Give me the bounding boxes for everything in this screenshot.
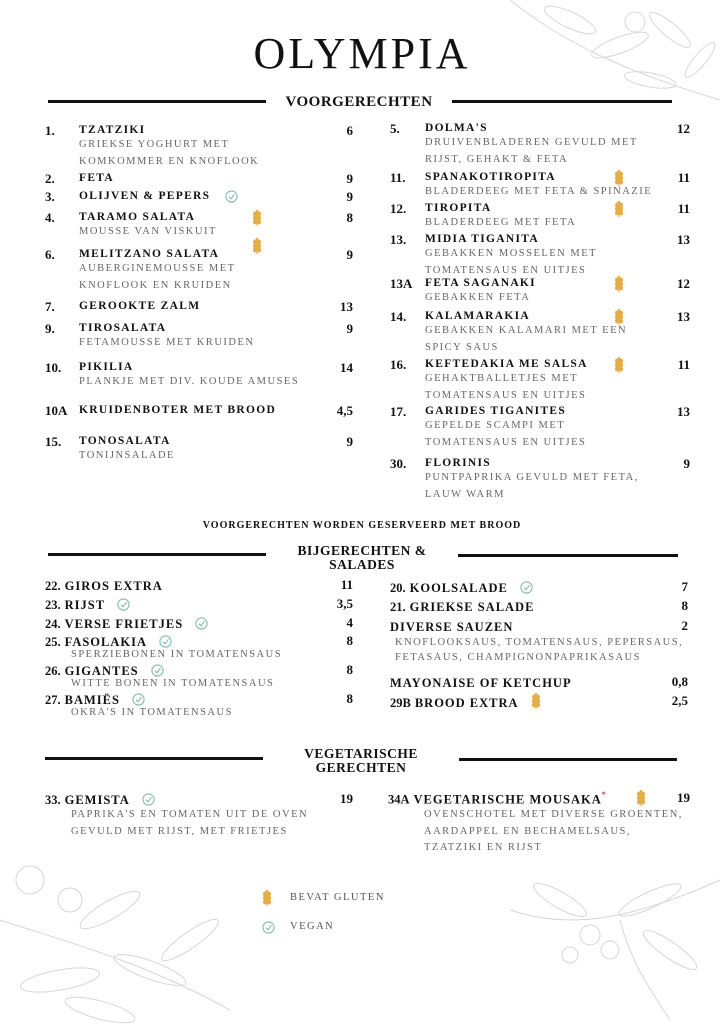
item-description: DRUIVENBLADEREN GEVULD MET	[425, 137, 638, 148]
item-description: SPERZIEBONEN IN TOMATENSAUS	[71, 649, 283, 660]
item-name: TZATZIKI	[79, 124, 146, 136]
vegan-icon	[225, 190, 237, 206]
item-price: 13	[677, 232, 690, 247]
section-heading-line: VEGETARISCHE	[304, 746, 418, 761]
menu-item	[390, 357, 690, 401]
legend-gluten-label: BEVAT GLUTEN	[290, 892, 385, 903]
item-name: TIROPITA	[425, 202, 492, 214]
item-price: 3,5	[336, 596, 353, 611]
legend-vegan-label: VEGAN	[290, 921, 335, 932]
olive-branch-decoration-bottom-left	[0, 860, 260, 1024]
item-description: KNOFLOOK EN KRUIDEN	[79, 279, 232, 291]
item-name: SPANAKOTIROPITA	[425, 171, 556, 183]
menu-item	[45, 633, 353, 660]
item-name: GIROS EXTRA	[64, 579, 163, 593]
item-price: 8	[346, 633, 353, 648]
menu-item	[390, 693, 688, 709]
item-description: GEBAKKEN MOSSELEN MET	[425, 248, 598, 259]
item-price: 12	[677, 121, 690, 136]
item-title	[390, 598, 534, 616]
item-price: 12	[677, 276, 690, 291]
gluten-icon	[614, 357, 626, 373]
item-description: PLANKJE MET DIV. KOUDE AMUSES	[79, 376, 300, 387]
section-heading-line: GERECHTEN	[315, 760, 407, 775]
menu-item	[390, 121, 690, 165]
item-name: GRIEKSE SALADE	[409, 600, 535, 614]
item-price: 2,5	[671, 693, 688, 708]
item-number: 24.	[45, 617, 61, 631]
item-name: TIROSALATA	[79, 322, 167, 334]
item-number: 30.	[390, 456, 407, 471]
menu-item	[390, 201, 690, 228]
item-description: TONIJNSALADE	[79, 450, 175, 461]
gluten-icon	[262, 890, 274, 906]
item-number: 3.	[45, 189, 55, 204]
menu-item	[45, 210, 353, 237]
menu-item	[45, 615, 353, 631]
item-description: MOUSSE VAN VISKUIT	[79, 226, 217, 237]
item-price: 4,5	[336, 403, 353, 418]
menu-item	[45, 791, 353, 837]
item-name: DOLMA'S	[425, 122, 488, 134]
item-price: 9	[346, 321, 353, 336]
item-price: 19	[677, 790, 690, 805]
item-number: 7.	[45, 299, 55, 314]
asterisk-marker: *	[601, 790, 606, 799]
menu-item	[390, 456, 690, 500]
item-price: 0,8	[671, 674, 688, 689]
item-price: 11	[677, 170, 690, 185]
item-description: WITTE BONEN IN TOMATENSAUS	[71, 678, 275, 689]
gluten-icon	[614, 276, 626, 292]
item-name: OLIJVEN & PEPERS	[79, 190, 211, 202]
menu-item	[45, 247, 353, 291]
item-description: KNOFLOOKSAUS, TOMATENSAUS, PEPERSAUS,	[395, 637, 684, 648]
item-description: PAPRIKA'S EN TOMATEN UIT DE OVEN	[71, 809, 309, 820]
item-name: DIVERSE SAUZEN	[390, 620, 514, 634]
item-price: 9	[346, 247, 353, 262]
item-name: KOOLSALADE	[409, 581, 508, 595]
gluten-icon	[531, 693, 541, 714]
item-name: RIJST	[64, 598, 106, 612]
item-description: KOMKOMMER EN KNOFLOOK	[79, 155, 260, 167]
item-description: LAUW WARM	[425, 488, 505, 500]
menu-item	[390, 309, 690, 353]
item-price: 8	[346, 691, 353, 706]
item-description: TOMATENSAUS EN UITJES	[425, 389, 587, 401]
item-price: 8	[346, 662, 353, 677]
divider	[458, 554, 678, 557]
item-number: 15.	[45, 434, 62, 449]
item-description: GRIEKSE YOGHURT MET	[79, 139, 230, 150]
menu-item	[45, 123, 353, 167]
menu-item	[45, 189, 353, 205]
item-number: 12.	[390, 201, 407, 216]
item-name: VEGETARISCHE MOUSAKA	[413, 792, 602, 807]
item-description: OVENSCHOTEL MET DIVERSE GROENTEN,	[424, 809, 683, 820]
item-name: MIDIA TIGANITA	[425, 233, 539, 245]
item-number: 1.	[45, 123, 55, 138]
item-name: FASOLAKIA	[64, 635, 148, 649]
menu-item	[45, 171, 353, 187]
item-number: 17.	[390, 404, 407, 419]
menu-item	[45, 299, 353, 315]
item-number: 13A	[390, 276, 413, 291]
section-heading-bijgerechten	[266, 544, 458, 572]
item-number: 13.	[390, 232, 407, 247]
item-description: SPICY SAUS	[425, 341, 499, 353]
item-number: 34A	[388, 792, 410, 807]
item-price: 13	[340, 299, 353, 314]
item-number: 10A	[45, 403, 68, 418]
item-price: 11	[340, 577, 353, 592]
item-price: 6	[346, 123, 353, 138]
vegan-icon	[520, 581, 533, 599]
menu-item	[45, 596, 353, 612]
item-description: GEVULD MET RIJST, MET FRIETJES	[71, 826, 288, 837]
item-title	[45, 615, 208, 635]
item-number: 4.	[45, 210, 55, 225]
item-description: FETASAUS, CHAMPIGNONPAPRIKASAUS	[395, 652, 641, 663]
item-number: 10.	[45, 360, 62, 375]
item-name: PIKILIA	[79, 361, 134, 373]
item-price: 2	[681, 618, 688, 633]
item-price: 9	[346, 434, 353, 449]
menu-item	[45, 577, 353, 593]
vegan-icon	[117, 598, 130, 616]
item-number: 2.	[45, 171, 55, 186]
item-title	[45, 791, 155, 811]
item-title	[390, 618, 513, 636]
item-number: 27.	[45, 693, 61, 707]
menu-item	[390, 674, 688, 690]
menu-item	[390, 579, 688, 595]
item-description: BLADERDEEG MET FETA & SPINAZIE	[425, 186, 653, 197]
gluten-icon	[614, 170, 626, 186]
item-name: FETA	[79, 172, 115, 184]
vegan-icon	[262, 921, 274, 937]
item-title	[45, 596, 130, 616]
section-heading-line: BIJGERECHTEN &	[297, 543, 427, 558]
item-price: 13	[677, 404, 690, 419]
item-name: KALAMARAKIA	[425, 310, 531, 322]
item-name: GEROOKTE ZALM	[79, 300, 201, 312]
item-number: 29B	[390, 696, 411, 710]
menu-item	[45, 691, 353, 718]
item-name: KRUIDENBOTER MET BROOD	[79, 404, 277, 416]
divider	[459, 758, 677, 761]
item-name: GEMISTA	[64, 793, 130, 807]
item-description: AARDAPPEL EN BECHAMELSAUS,	[424, 825, 631, 837]
item-name: GIGANTES	[64, 664, 139, 678]
item-description: TOMATENSAUS EN UITJES	[425, 264, 587, 276]
item-number: 26.	[45, 664, 61, 678]
section-heading-voorgerechten: VOORGERECHTEN	[285, 94, 433, 110]
item-price: 11	[677, 357, 690, 372]
item-description: GEPELDE SCAMPI MET	[425, 420, 566, 431]
item-price: 9	[346, 189, 353, 204]
menu-item	[45, 321, 353, 348]
item-description: FETAMOUSSE MET KRUIDEN	[79, 337, 255, 348]
section-heading-line: SALADES	[329, 557, 395, 572]
item-description: GEHAKTBALLETJES MET	[425, 373, 579, 384]
item-number: 22.	[45, 579, 61, 593]
item-description: OKRA'S IN TOMATENSAUS	[71, 707, 233, 718]
item-number: 11.	[390, 170, 406, 185]
item-description: RIJST, GEHAKT & FETA	[425, 153, 569, 165]
menu-item	[390, 276, 690, 303]
item-price: 11	[677, 201, 690, 216]
item-name: BAMIËS	[64, 693, 120, 707]
gluten-icon	[252, 210, 264, 226]
item-title	[390, 579, 533, 599]
item-number: 16.	[390, 357, 407, 372]
section-heading-vegetarisch	[263, 747, 459, 775]
item-price: 4	[346, 615, 353, 630]
item-number: 20.	[390, 581, 406, 595]
gluten-icon	[252, 238, 264, 254]
item-number: 5.	[390, 121, 400, 136]
divider	[48, 100, 266, 103]
olive-branch-decoration-bottom-right	[500, 860, 724, 1024]
item-name: MAYONAISE OF KETCHUP	[390, 676, 572, 690]
gluten-icon	[614, 201, 626, 217]
item-title	[390, 674, 572, 692]
item-description: GEBAKKEN KALAMARI MET EEN	[425, 325, 628, 336]
menu-item	[390, 598, 688, 614]
item-description: TZATZIKI EN RIJST	[424, 842, 543, 853]
item-name: FETA SAGANAKI	[425, 277, 536, 289]
item-number: 23.	[45, 598, 61, 612]
divider	[452, 100, 672, 103]
item-name: MELITZANO SALATA	[79, 248, 220, 260]
divider	[45, 757, 263, 760]
item-description: GEBAKKEN FETA	[425, 292, 531, 303]
item-name: TARAMO SALATA	[79, 211, 196, 223]
menu-item	[390, 232, 690, 276]
bread-note: VOORGERECHTEN WORDEN GESERVEERD MET BROOD	[202, 520, 522, 531]
item-number: 25.	[45, 635, 61, 649]
restaurant-title: OLYMPIA	[253, 29, 471, 78]
item-title	[388, 790, 606, 808]
item-description: BLADERDEEG MET FETA	[425, 217, 577, 228]
menu-item	[390, 404, 690, 448]
item-price: 8	[681, 598, 688, 613]
item-number: 21.	[390, 600, 406, 614]
item-title	[390, 693, 541, 714]
menu-item	[45, 403, 353, 419]
menu-item	[45, 360, 353, 387]
item-number: 33.	[45, 793, 61, 807]
menu-item	[390, 170, 690, 197]
divider	[48, 553, 266, 556]
item-name: VERSE FRIETJES	[64, 617, 184, 631]
item-number: 6.	[45, 247, 55, 262]
item-name: BROOD EXTRA	[414, 696, 519, 710]
item-description: TOMATENSAUS EN UITJES	[425, 436, 587, 448]
item-price: 14	[340, 360, 353, 375]
item-name: KEFTEDAKIA ME SALSA	[425, 358, 588, 370]
item-name: FLORINIS	[425, 457, 491, 469]
item-price: 9	[346, 171, 353, 186]
item-price: 8	[346, 210, 353, 225]
menu-item	[388, 790, 690, 853]
item-name: TONOSALATA	[79, 435, 171, 447]
menu-item	[45, 662, 353, 689]
gluten-icon	[614, 309, 626, 325]
item-number: 14.	[390, 309, 407, 324]
menu-item	[45, 434, 353, 461]
item-description: PUNTPAPRIKA GEVULD MET FETA,	[425, 472, 639, 483]
item-title	[45, 577, 163, 595]
gluten-icon	[636, 790, 648, 806]
menu-item	[390, 618, 688, 663]
item-price: 13	[677, 309, 690, 324]
item-price: 19	[340, 791, 353, 806]
item-price: 9	[683, 456, 690, 471]
item-number: 9.	[45, 321, 55, 336]
item-price: 7	[681, 579, 688, 594]
item-name: GARIDES TIGANITES	[425, 405, 567, 417]
item-description: AUBERGINEMOUSSE MET	[79, 263, 236, 274]
